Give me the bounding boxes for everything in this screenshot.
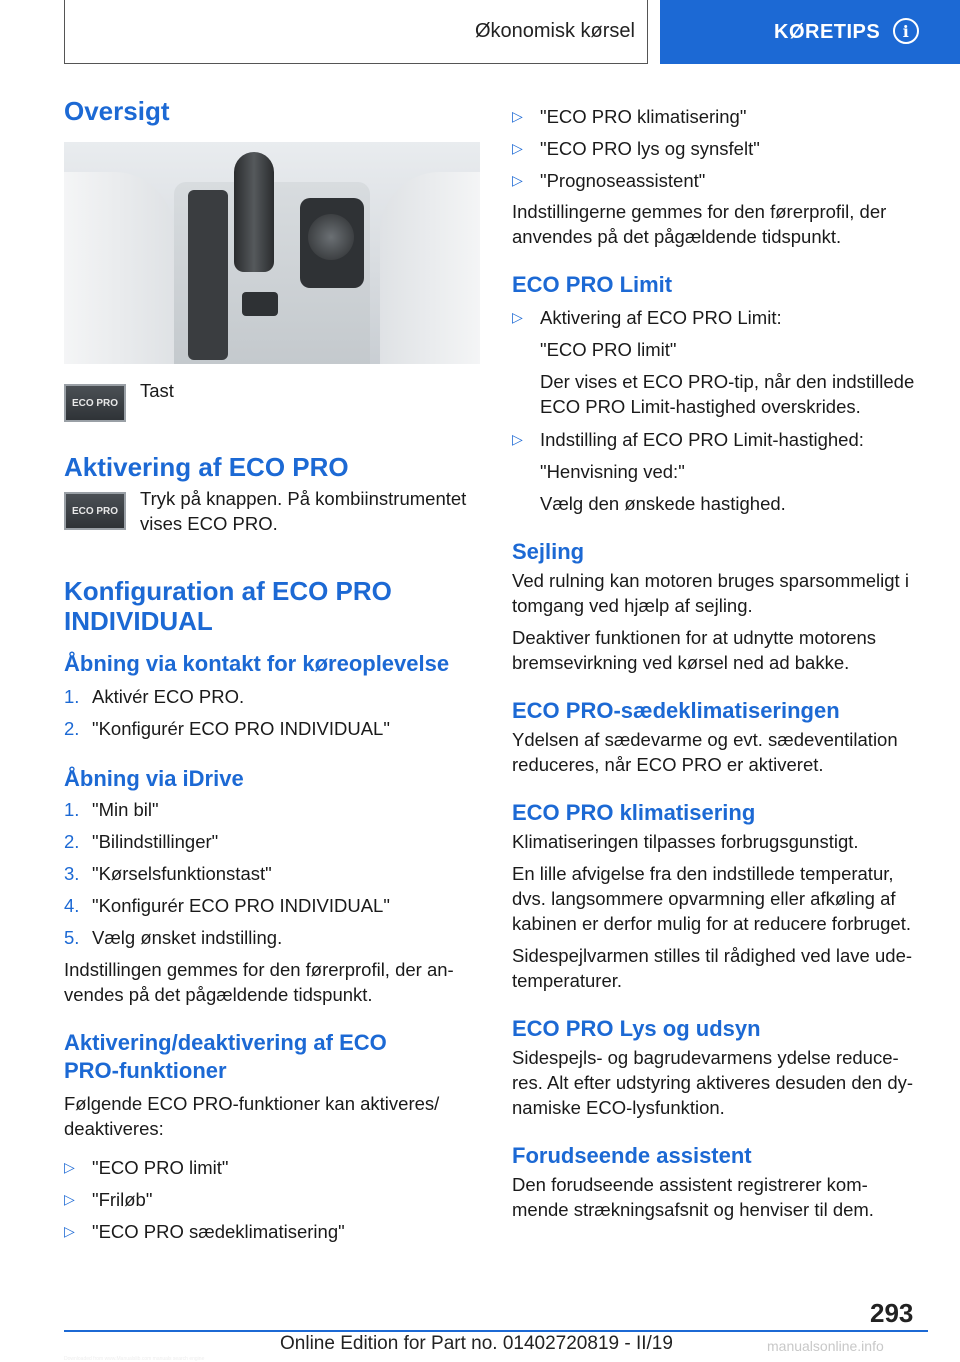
heading-overview: Oversigt bbox=[64, 96, 170, 126]
list-item: ▷ "ECO PRO klimatisering" bbox=[512, 106, 747, 127]
triangle-right-outline-icon: ▷ bbox=[512, 172, 523, 188]
functions-intro: Følgende ECO PRO-funktioner kan aktiveres/ deaktiveres: bbox=[64, 1093, 440, 1139]
eco-limit-list-2 bbox=[512, 427, 932, 452]
seat-p1: Ydelsen af sædevarme og evt. sædeventilation reduceres, når ECO PRO er aktiveret. bbox=[512, 729, 898, 775]
heading-sailing: Sejling bbox=[512, 539, 585, 564]
limit-sub: Vælg den ønskede hastighed. bbox=[540, 493, 786, 514]
chapter-title: KØRETIPS bbox=[774, 20, 881, 43]
list-item: 5. Vælg ønsket indstilling. bbox=[64, 927, 283, 948]
list-item: 2. "Bilindstillinger" bbox=[64, 831, 219, 852]
footer-site: manualsonline.info bbox=[767, 1338, 884, 1354]
eco-pro-button-icon: ECO PRO bbox=[64, 384, 126, 422]
list-item: ▷ "ECO PRO limit" bbox=[64, 1157, 229, 1178]
sailing-p2: Deaktiver funktionen for at udnytte motorens bremsevirkning ved kørsel ned ad bakke. bbox=[512, 627, 877, 673]
triangle-right-outline-icon: ▷ bbox=[512, 140, 523, 156]
idrive-note: Indstillingen gemmes for den førerprofil, der an- vendes på det pågældende tidspunkt. bbox=[64, 959, 454, 1005]
section-title: Økonomisk kørsel bbox=[474, 20, 635, 42]
page-number: 293 bbox=[870, 1298, 914, 1328]
list-item: 1. "Min bil" bbox=[64, 799, 159, 820]
footer-edition: Online Edition for Part no. 01402720819 - II/19 bbox=[280, 1333, 673, 1354]
list-item: ▷ Aktivering af ECO PRO Limit: bbox=[512, 307, 782, 328]
list-item: 4. "Konfigurér ECO PRO INDIVIDUAL" bbox=[64, 895, 390, 916]
open-contact-steps bbox=[64, 684, 480, 741]
heading-open-contact: Åbning via kontakt for køreoplevelse bbox=[64, 651, 450, 676]
heading-config-line1: Konfiguration af ECO PRO bbox=[64, 576, 392, 606]
right-column bbox=[512, 104, 932, 1222]
triangle-right-outline-icon: ▷ bbox=[512, 108, 523, 124]
limit-sub: "ECO PRO limit" bbox=[540, 339, 677, 360]
list-item: ▷ "ECO PRO sædeklimatisering" bbox=[64, 1221, 345, 1242]
heading-open-idrive: Åbning via iDrive bbox=[64, 766, 244, 791]
key-legend bbox=[64, 380, 480, 422]
list-item: ▷ "ECO PRO lys og synsfelt" bbox=[512, 138, 760, 159]
console-photo bbox=[64, 142, 480, 364]
key-caption: Tast bbox=[140, 380, 174, 401]
triangle-right-outline-icon: ▷ bbox=[64, 1159, 75, 1175]
heading-config-line2: INDIVIDUAL bbox=[64, 606, 213, 636]
triangle-right-outline-icon: ▷ bbox=[64, 1191, 75, 1207]
running-header-section bbox=[64, 0, 648, 64]
list-item: 2. "Konfigurér ECO PRO INDIVIDUAL" bbox=[64, 718, 390, 739]
heading-predictive: Forudseende assistent bbox=[512, 1143, 752, 1168]
open-idrive-steps bbox=[64, 797, 480, 950]
functions-list bbox=[64, 1155, 480, 1244]
functions-list-continued bbox=[512, 104, 932, 193]
heading-activation: Aktivering af ECO PRO bbox=[64, 452, 349, 482]
triangle-right-outline-icon: ▷ bbox=[64, 1223, 75, 1239]
footer-watermark: Downloaded from www.Manualslib.com manuals search engine bbox=[64, 1356, 205, 1362]
activation-text: Tryk på knappen. På kombiinstrumentet vises ECO PRO. bbox=[140, 488, 467, 534]
footer-rule bbox=[64, 1330, 928, 1332]
heading-eco-limit: ECO PRO Limit bbox=[512, 272, 673, 297]
light-p1: Sidespejls- og bagrudevarmens ydelse reduce- res. Alt efter udstyring aktiveres desuden den dy- namiske ECO-lysfunktion. bbox=[512, 1047, 914, 1118]
eco-limit-list bbox=[512, 305, 932, 330]
activation-block bbox=[64, 486, 480, 536]
climate-p2: En lille afvigelse fra den indstillede temperatur, dvs. langsommere opvarmning eller afkøling af kabinen er derfor mulig for at reducere forbruget. bbox=[512, 863, 911, 934]
running-header-chapter bbox=[660, 0, 960, 64]
heading-climate: ECO PRO klimatisering bbox=[512, 800, 756, 825]
limit-sub: "Henvisning ved:" bbox=[540, 461, 685, 482]
climate-p1: Klimatiseringen tilpasses forbrugsgunstigt. bbox=[512, 831, 859, 852]
sailing-p1: Ved rulning kan motoren bruges sparsommeligt i tomgang ved hjælp af sejling. bbox=[512, 570, 909, 616]
limit-sub: Der vises et ECO PRO-tip, når den indstillede ECO PRO Limit-hastighed overskrides. bbox=[540, 371, 915, 417]
list-item: 3. "Kørselsfunktionstast" bbox=[64, 863, 272, 884]
heading-light: ECO PRO Lys og udsyn bbox=[512, 1016, 761, 1041]
triangle-right-outline-icon: ▷ bbox=[512, 431, 523, 447]
list-item: ▷ Indstilling af ECO PRO Limit-hastighed: bbox=[512, 429, 864, 450]
list-item: ▷ "Prognoseassistent" bbox=[512, 170, 706, 191]
list-item: 1. Aktivér ECO PRO. bbox=[64, 686, 245, 707]
list-item: ▷ "Friløb" bbox=[64, 1189, 153, 1210]
eco-pro-button-icon: ECO PRO bbox=[64, 492, 126, 530]
heading-functions: Aktivering/deaktivering af ECO PRO-funktioner bbox=[64, 1030, 387, 1083]
left-column bbox=[64, 96, 480, 1244]
functions-note: Indstillingerne gemmes for den førerprofil, der anvendes på det pågældende tidspunkt. bbox=[512, 201, 887, 247]
predictive-p1: Den forudseende assistent registrerer kom- mende strækningsafsnit og henviser til dem. bbox=[512, 1174, 874, 1220]
heading-config bbox=[64, 576, 480, 636]
climate-p3: Sidespejlvarmen stilles til rådighed ved lave ude- temperaturer. bbox=[512, 945, 913, 991]
triangle-right-outline-icon: ▷ bbox=[512, 309, 523, 325]
info-icon: i bbox=[893, 18, 919, 44]
heading-seat-climate: ECO PRO-sædeklimatiseringen bbox=[512, 698, 840, 723]
